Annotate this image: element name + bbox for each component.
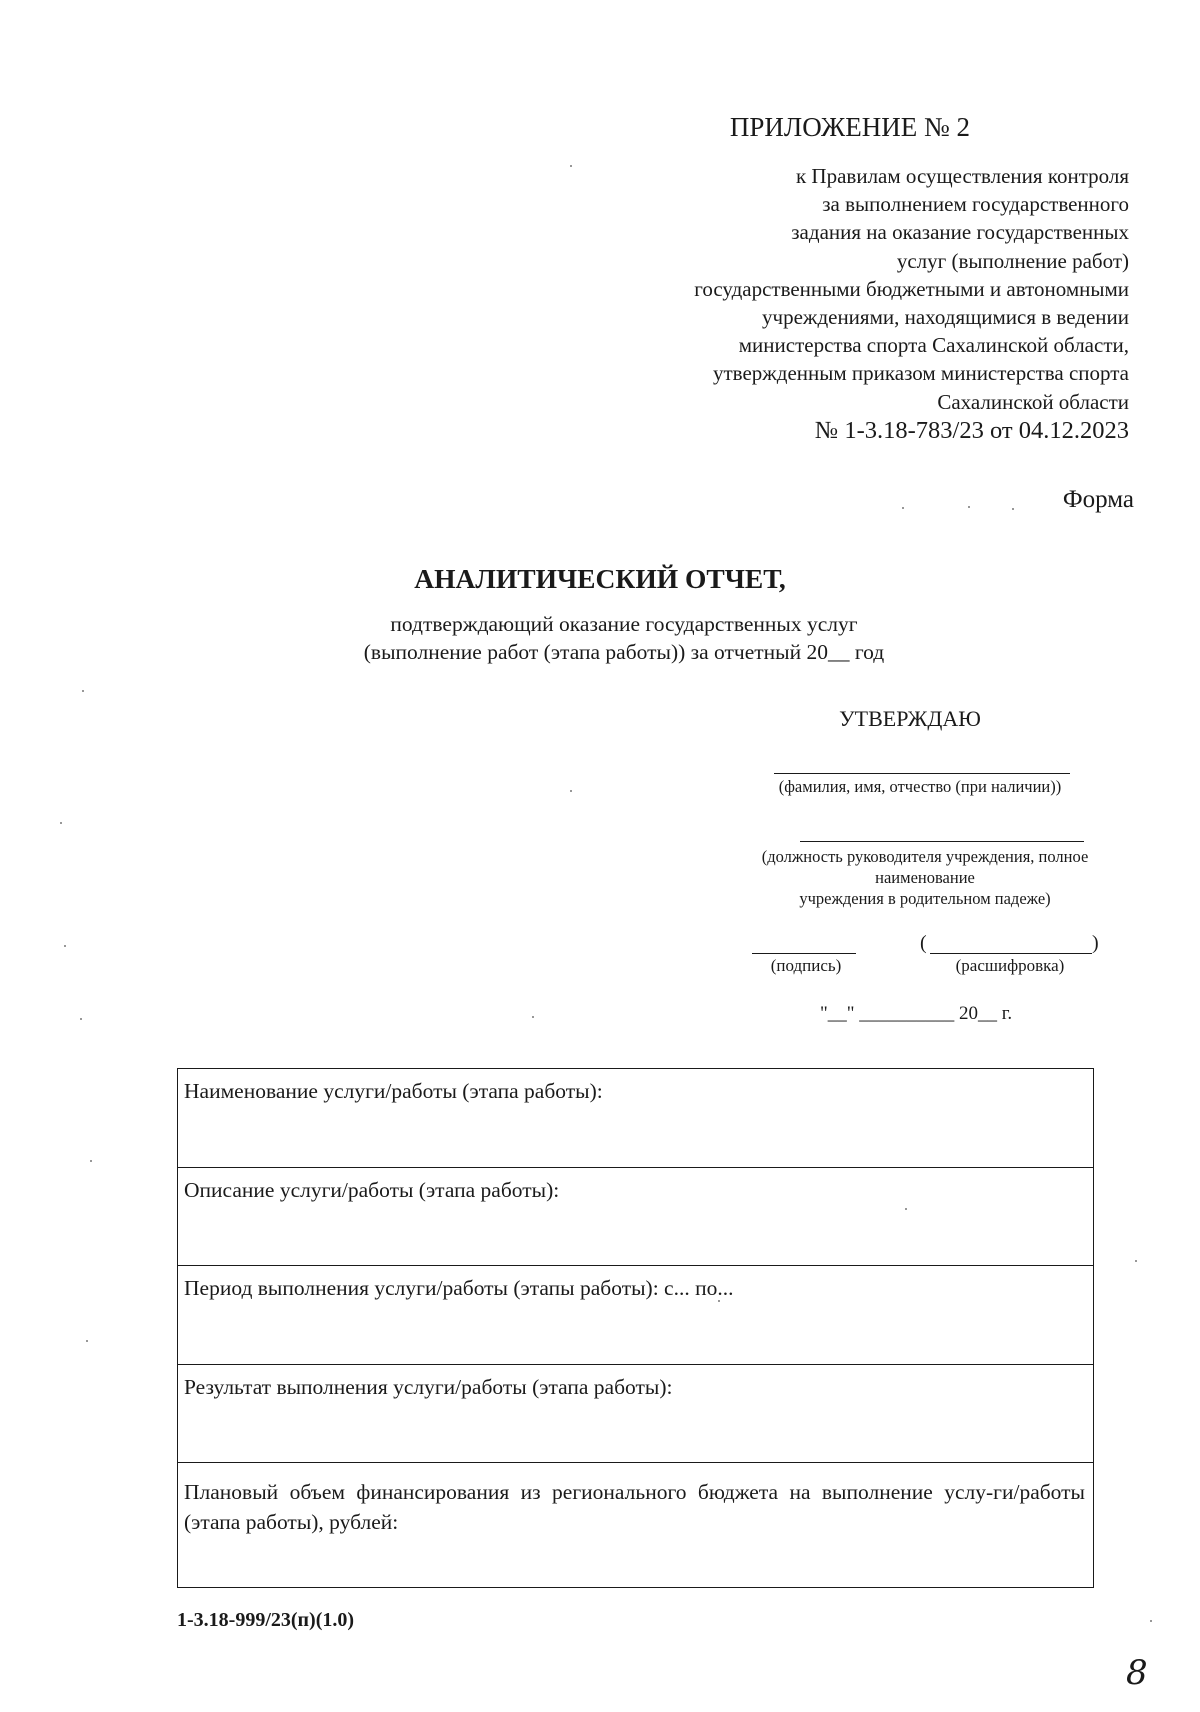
signature-line	[752, 953, 856, 954]
approval-date: "__" __________ 20__ г.	[820, 1003, 1013, 1024]
fio-line	[774, 773, 1070, 774]
decode-caption: (расшифровка)	[955, 956, 1065, 975]
decode-line	[930, 953, 1092, 954]
table-row	[178, 1365, 1093, 1463]
appendix-line: Сахалинской области	[937, 389, 1129, 414]
handwritten-page-number: 8	[1126, 1653, 1148, 1693]
row-label-period: Период выполнения услуги/работы (этапы работы): с... по...	[184, 1276, 734, 1300]
appendix-line: утвержденным приказом министерства спорта	[713, 361, 1129, 386]
position-caption-line: учреждения в родительном падеже)	[799, 889, 1051, 908]
position-line	[800, 841, 1084, 842]
appendix-line: министерства спорта Сахалинской области,	[738, 333, 1129, 358]
position-caption	[720, 846, 1130, 909]
fio-caption: (фамилия, имя, отчество (при наличии))	[778, 777, 1062, 796]
table-row	[178, 1463, 1093, 1589]
row-label-result: Результат выполнения услуги/работы (этапа работы):	[184, 1375, 673, 1399]
appendix-line: учреждениями, находящимися в ведении	[762, 305, 1129, 330]
report-title: АНАЛИТИЧЕСКИЙ ОТЧЕТ,	[414, 563, 786, 594]
appendix-line: к Правилам осуществления контроля	[795, 164, 1129, 188]
form-label: Форма	[1062, 486, 1134, 513]
table-row	[178, 1168, 1093, 1266]
appendix-title: ПРИЛОЖЕНИЕ № 2	[729, 112, 970, 142]
row-label-service-name: Наименование услуги/работы (этапа работы):	[184, 1079, 603, 1103]
appendix-reference-text	[569, 162, 1129, 416]
position-caption-line: (должность руководителя учреждения, полное	[761, 847, 1089, 866]
row-label-service-description: Описание услуги/работы (этапа работы):	[184, 1178, 560, 1202]
position-caption-line: наименование	[875, 868, 975, 887]
table-row	[178, 1266, 1093, 1365]
document-code: 1-3.18-999/23(п)(1.0)	[177, 1609, 355, 1631]
appendix-line: услуг (выполнение работ)	[896, 248, 1129, 273]
signature-caption: (подпись)	[770, 956, 842, 975]
order-number: № 1-3.18-783/23 от 04.12.2023	[814, 417, 1129, 444]
decode-bracket-open: (	[920, 932, 927, 954]
appendix-line: государственными бюджетными и автономными	[694, 276, 1129, 301]
report-subtitle: (выполнение работ (этапа работы)) за отчетный 20__ год	[363, 640, 885, 664]
report-subtitle: подтверждающий оказание государственных услуг	[390, 612, 858, 636]
row-label-funding: Плановый объем финансирования из регионального бюджета на выполнение услу-ги/работы (этапа работы), рублей:	[184, 1480, 1085, 1534]
appendix-line: задания на оказание государственных	[791, 220, 1129, 245]
table-row	[178, 1069, 1093, 1168]
decode-bracket-close: )	[1092, 932, 1099, 954]
report-table	[177, 1068, 1094, 1588]
approve-label: УТВЕРЖДАЮ	[839, 706, 981, 731]
appendix-line: за выполнением государственного	[822, 192, 1129, 217]
